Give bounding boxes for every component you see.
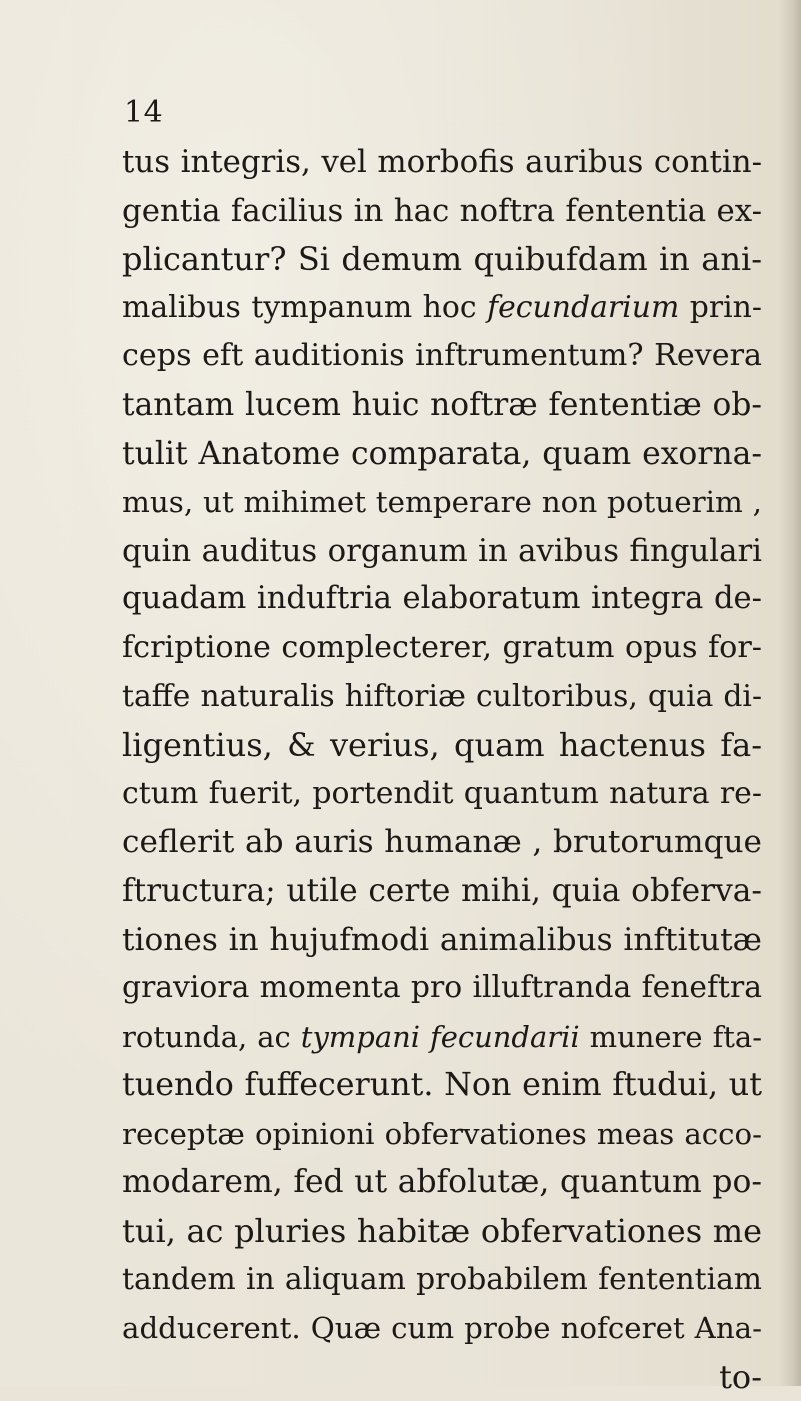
text-segment: graviora momenta pro illuftranda feneftra — [122, 970, 762, 1006]
text-segment: plicantur? Si demum quibufdam in ani- — [122, 240, 762, 279]
text-line — [122, 916, 762, 965]
text-segment: ctum fuerit, portendit quantum natura re- — [122, 775, 762, 811]
text-line — [122, 964, 762, 1013]
text-segment: ceflerit ab auris humanæ , brutorumque — [122, 824, 762, 861]
page-number: 14 — [124, 95, 164, 130]
text-segment: prin- — [679, 289, 762, 325]
page-edge-shadow — [779, 0, 801, 1386]
text-segment: tuendo fuffecerunt. Non enim ftudui, ut — [122, 1067, 762, 1104]
text-line — [122, 284, 762, 333]
text-line — [122, 673, 762, 722]
body-text — [122, 138, 762, 1401]
text-line — [122, 575, 762, 624]
text-line — [122, 721, 762, 770]
text-line — [122, 187, 762, 236]
text-line — [122, 770, 762, 819]
text-line — [122, 1353, 762, 1401]
text-segment: fcriptione complecterer, gratum opus for- — [122, 629, 762, 665]
text-segment: tiones in hujufmodi animalibus inftitutæ — [122, 921, 762, 958]
text-line — [122, 332, 762, 381]
text-line — [122, 1061, 762, 1110]
text-line — [122, 138, 762, 187]
text-segment: modarem, fed ut abfolutæ, quantum po- — [122, 1164, 762, 1201]
text-line — [122, 624, 762, 673]
italic-text: fecundarium — [487, 289, 680, 325]
text-segment: gentia facilius in hac noftra fententia ex- — [122, 192, 762, 229]
text-segment: munere fta- — [579, 1019, 762, 1054]
text-segment: ceps eft auditionis inftrumentum? Revera — [122, 338, 762, 374]
text-line — [122, 381, 762, 430]
text-line — [122, 1256, 762, 1305]
text-line — [122, 430, 762, 479]
italic-text: tympani fecundarii — [300, 1019, 580, 1054]
text-line — [122, 527, 762, 576]
text-segment: ligentius, & verius, quam hactenus fa- — [122, 726, 762, 765]
text-line — [122, 1013, 762, 1062]
text-segment: quadam induftria elaboratum integra de- — [122, 581, 762, 617]
text-line — [122, 867, 762, 916]
text-line — [122, 1110, 762, 1159]
text-line — [122, 1304, 762, 1353]
text-segment: tandem in aliquam probabilem fententiam — [122, 1261, 762, 1297]
text-segment: receptæ opinioni obfervationes meas acco- — [122, 1116, 762, 1151]
text-segment: quin auditus organum in avibus fingulari — [122, 532, 762, 569]
text-segment: tantam lucem huic noftræ fententiæ ob- — [122, 386, 762, 423]
text-segment: to- — [719, 1357, 762, 1396]
text-line — [122, 1207, 762, 1256]
text-segment: tui, ac pluries habitæ obfervationes me — [122, 1212, 762, 1251]
text-line — [122, 235, 762, 284]
text-line — [122, 818, 762, 867]
text-segment: rotunda, ac — [122, 1019, 301, 1054]
text-segment: adducerent. Quæ cum probe nofceret Ana- — [122, 1311, 762, 1346]
text-segment: taffe naturalis hiftoriæ cultoribus, quia di- — [122, 678, 762, 714]
text-segment: ftructura; utile certe mihi, quia obferva- — [122, 872, 762, 909]
text-segment: malibus tympanum hoc — [122, 289, 488, 325]
text-segment: tulit Anatome comparata, quam exorna- — [122, 435, 762, 472]
text-line — [122, 478, 762, 527]
text-segment: mus, ut mihimet temperare non potuerim , — [122, 485, 762, 520]
text-segment: tus integris, vel morbofis auribus contin- — [122, 144, 762, 180]
text-line — [122, 1158, 762, 1207]
